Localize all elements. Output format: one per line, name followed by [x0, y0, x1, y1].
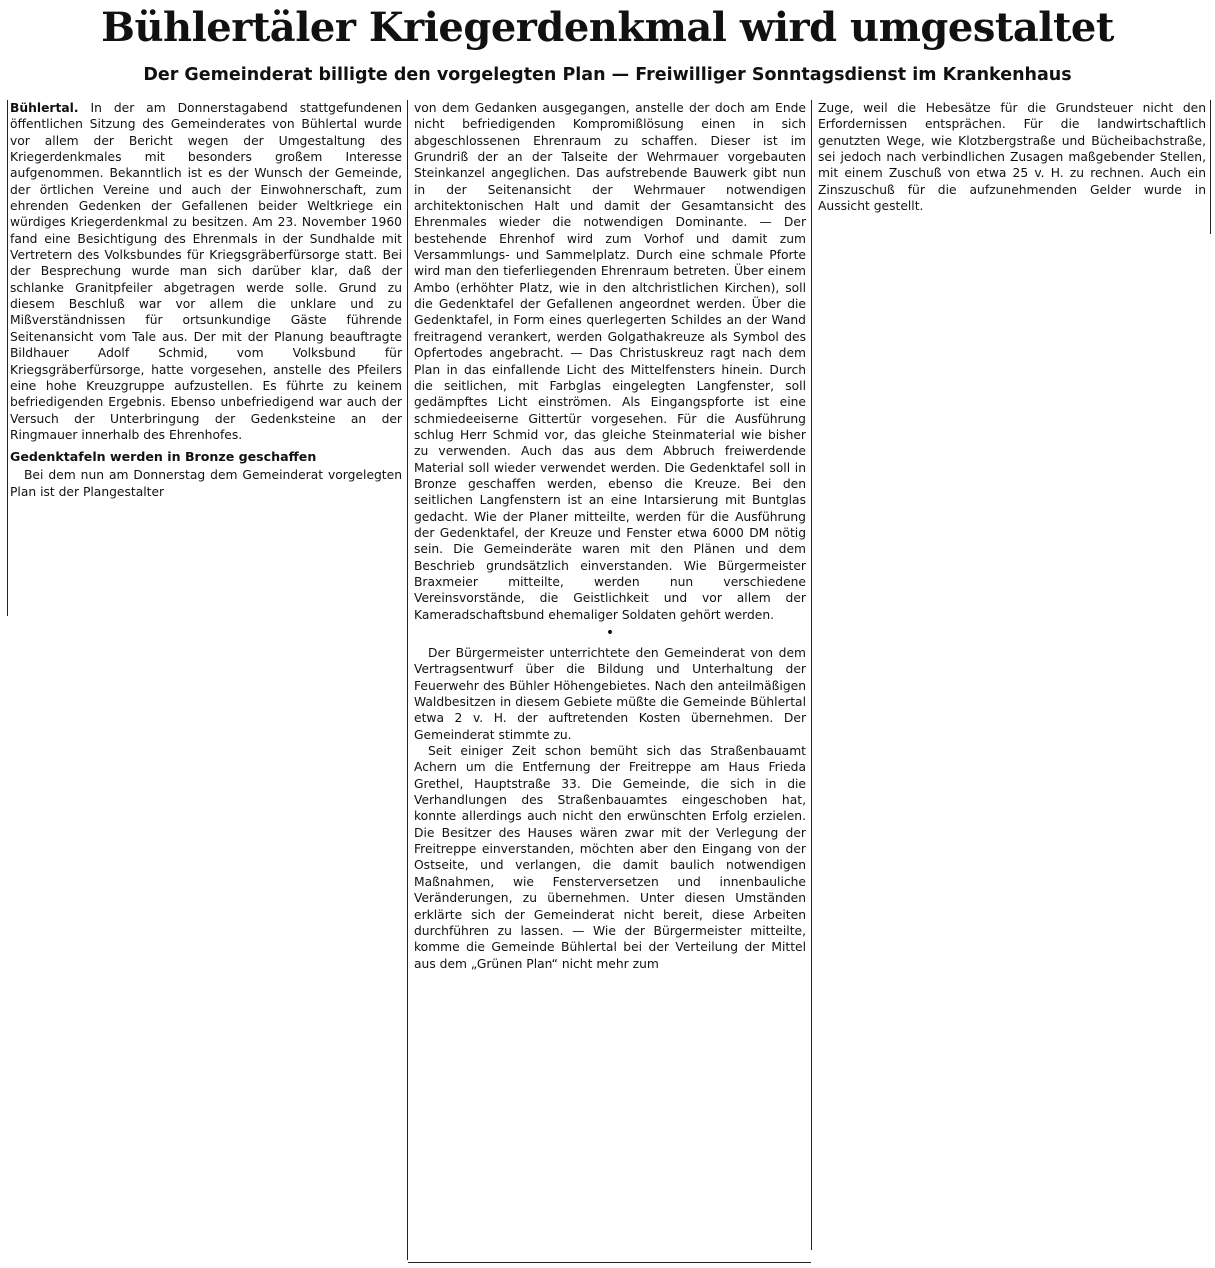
- paragraph-intro-text: In der am Donnerstagabend stattgefundenen öffentlichen Sitzung des Gemeinderates von Bühlertal wurde vor allem der Bericht wegen der Umgestaltung des Kriegerdenkmales mit besonders großem Interesse aufgenommen. Bekanntlich ist es der Wunsch der Gemeinde, der örtlichen Vereine und auch der Einwohnerschaft, zum ehrenden Gedenken der Gefallenen beider Weltkriege ein würdiges Kriegerdenkmal zu besitzen. Am 23. November 1960 fand eine Besichtigung des Ehrenmals in der Sundhalde mit Vertretern des Volksbundes für Kriegsgräberfürsorge statt. Bei der Besprechung wurde man sich darüber klar, daß der schlanke Granitpfeiler abgetragen werde solle. Grund zu diesem Beschluß war vor allem die unklare und zu Mißverständnissen für ortsunkundige Gäste führende Seitenansicht vom Tale aus. Der mit der Planung beauftragte Bildhauer Adolf Schmid, vom Volksbund für Kriegsgräberfürsorge, hatte vorgesehen, anstelle des Pfeilers eine hohe Kreuzgruppe aufzustellen. Es führte zu keinem befriedigenden Ergebnis. Ebenso unbefriedigend war auch der Versuch der Unterbringung der Gedenksteine an der Ringmauer innerhalb des Ehrenhofes.: [10, 101, 402, 442]
- paragraph-staircase: Seit einiger Zeit schon bemüht sich das Straßenbauamt Achern um die Entfernung der Freitreppe am Haus Frieda Grethel, Hauptstraße 33. Die Gemeinde, die sich in die Verhandlungen des Straßenbauamtes eingeschoben hat, konnte allerdings auch nicht den erwünschten Erfolg erzielen. Die Besitzer des Hauses wären zwar mit der Verlegung der Freitreppe einverstanden, möchten aber den Eingang von der Ostseite, und verlangen, die damit baulich notwendigen Maßnahmen, wie Fensterversetzen und innenbauliche Veränderungen, zu übernehmen. Unter diesen Umständen erklärte sich der Gemeinderat nicht bereit, diese Arbeiten durchführen zu lassen. — Wie der Bürgermeister mitteilte, komme die Gemeinde Bühlertal bei der Verteilung der Mittel aus dem „Grünen Plan“ nicht mehr zum: [414, 744, 806, 971]
- dateline: Bühlertal.: [10, 101, 79, 115]
- paragraph-staircase-continued: Zuge, weil die Hebesätze für die Grundsteuer nicht den Erfordernissen entsprächen. Für die landwirtschaftlich genutzten Wege, wie Klotzbergstraße und Bücheibachstraße, sei jedoch nach verbindlichen Zusagen maßgebender Stellen, mit einem Zuschuß von etwa 25 v. H. zu rechnen. Auch ein Zinszuschuß für die aufzunehmenden Gelder wurde in Aussicht gestellt.: [818, 101, 1206, 214]
- section-separator: •: [605, 625, 615, 641]
- column-divider-2: [811, 100, 812, 1250]
- article-subheadline: Der Gemeinderat billigte den vorgelegten Plan — Freiwilliger Sonntagsdienst im Krankenhaus: [143, 65, 1072, 85]
- column-divider-right: [1210, 100, 1211, 234]
- bottom-rule: [408, 1262, 811, 1263]
- paragraph-fire-brigade: Der Bürgermeister unterrichtete den Gemeinderat von dem Vertragsentwurf über die Bildung und Unterhaltung der Feuerwehr des Bühler Höhengebietes. Nach den anteilmäßigen Waldbesitzen in diesem Gebiete müßte die Gemeinde Bühlertal etwa 2 v. H. der auftretenden Kosten übernehmen. Der Gemeinderat stimmte zu.: [414, 646, 806, 742]
- paragraph-plan-continued: von dem Gedanken ausgegangen, anstelle der doch am Ende nicht befriedigenden Kompromißlösung einen in sich abgeschlossenen Ehrenraum zu schaffen. Dieser ist im Grundriß der an der Talseite der Wehrmauer vorgebauten Steinkanzel angeglichen. Das aufstrebende Bauwerk gibt nun in der Seitenansicht der Wehrmauer notwendigen architektonischen Halt und damit der Gesamtansicht des Ehrenmales wieder die notwendigen Dominante. — Der bestehende Ehrenhof wird zum Vorhof und damit zum Versammlungs- und Sammelplatz. Durch eine schmale Pforte wird man den tieferliegenden Ehrenraum betreten. Über einem Ambo (erhöhter Platz, wie in den altchristlichen Kirchen), soll die Gedenktafel der Gefallenen angeordnet werden. Über die Gedenktafel, in Form eines querlegerten Schildes an der Wand freitragend verankert, werden Golgathakreuze als Symbol des Opfertodes angebracht. — Das Christuskreuz ragt nach dem Plan in das einfallende Licht des Mittelfensters hinein. Durch die seitlichen, mit Farbglas eingelegten Langfenster, soll gedämpftes Licht einströmen. Als Eingangspforte ist eine schmiedeeiserne Gittertür vorgesehen. Für die Ausführung schlug Herr Schmid vor, das gleiche Steinmaterial wie bisher zu verwenden. Auch das aus dem Abbruch freiwerdende Material soll wieder verwendet werden. Die Gedenktafel soll in Bronze geschaffen werden, ebenso die Kreuze. Bei den seitlichen Langfenstern ist an eine Intarsierung mit Buntglas gedacht. Wie der Planer mitteilte, werden für die Ausführung der Gedenktafel, der Kreuze und Fenster etwa 6000 DM nötig sein. Die Gemeinderäte waren mit den Plänen und dem Beschrieb grundsätzlich einverstanden. Wie Bürgermeister Braxmeier mitteilte, werden nun verschiedene Vereinsvorstände, die Geistlichkeit und vor allem der Kameradschaftsbund ehemaliger Soldaten gehört werden.: [414, 101, 806, 622]
- column-divider-left: [7, 100, 8, 616]
- paragraph-plan-start: Bei dem nun am Donnerstag dem Gemeinderat vorgelegten Plan ist der Plangestalter: [10, 468, 402, 499]
- article-column-1: [10, 100, 402, 500]
- section-subhead: Gedenktafeln werden in Bronze geschaffen: [10, 449, 317, 465]
- article-headline: Bühlertäler Kriegerdenkmal wird umgestaltet: [101, 4, 1114, 51]
- paragraph-intro: [10, 100, 402, 443]
- article-column-3: [818, 100, 1206, 214]
- column-divider-1: [407, 100, 408, 1260]
- article-column-2: [414, 100, 806, 972]
